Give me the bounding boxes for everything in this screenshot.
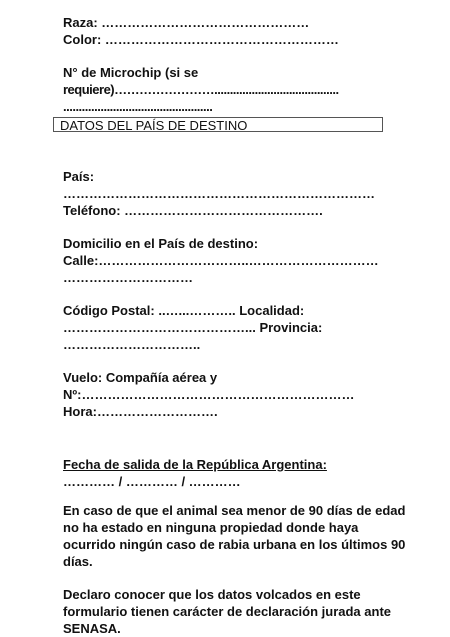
spacer [63, 420, 408, 456]
spacer [63, 490, 408, 502]
microchip-field[interactable]: requiere)……………………........................................ [63, 82, 339, 97]
departure-date-heading: Fecha de salida de la República Argentina: [63, 457, 327, 472]
address-heading: Domicilio en el País de destino: [63, 236, 259, 251]
spacer [63, 353, 408, 369]
province-field[interactable]: ……………………………………... Provincia: [63, 320, 323, 335]
spacer [63, 48, 408, 64]
spacer [63, 219, 408, 235]
phone-field[interactable]: Teléfono: ………………………………………. [63, 203, 323, 218]
spacer [63, 286, 408, 302]
country-field[interactable]: ……………………………………………………………… [63, 186, 375, 201]
airline-label: Vuelo: Compañía aérea y [63, 370, 218, 385]
destination-section-title: DATOS DEL PAÍS DE DESTINO [60, 118, 248, 133]
street-field-continuation[interactable]: ………………………… [63, 270, 193, 285]
postal-locality-field[interactable]: Código Postal: ..…...……….. Localidad: [63, 303, 305, 318]
rabies-statement: En caso de que el animal sea menor de 90 días de edad no ha estado en ninguna propiedad donde haya ocurrido ningún caso de rabia urbana en los últimos 90 días. [63, 503, 406, 569]
color-field[interactable]: Color: ……………………………………………… [63, 32, 339, 47]
spacer [63, 132, 408, 168]
departure-date-field[interactable]: ………… / ………… / ………… [63, 474, 241, 489]
sworn-declaration-statement: Declaro conocer que los datos volcados en este formulario tienen carácter de declaración jurada ante SENASA. [63, 587, 392, 636]
spacer [63, 570, 408, 586]
breed-field[interactable]: Raza: ………………………………………… [63, 15, 310, 30]
flight-number-field[interactable]: Nº:……………………………………………………… [63, 387, 355, 402]
province-field-continuation[interactable]: ………………………….. [63, 337, 201, 352]
microchip-label: N° de Microchip (si se [63, 65, 199, 80]
microchip-field-continuation[interactable]: ................................................ [63, 99, 213, 114]
country-label: País: [63, 169, 95, 184]
street-field[interactable]: Calle:……………………………..………………………… [63, 253, 379, 268]
flight-time-field[interactable]: Hora:………………………. [63, 404, 218, 419]
declaration-form [60, 14, 408, 637]
destination-section-header [53, 117, 383, 132]
